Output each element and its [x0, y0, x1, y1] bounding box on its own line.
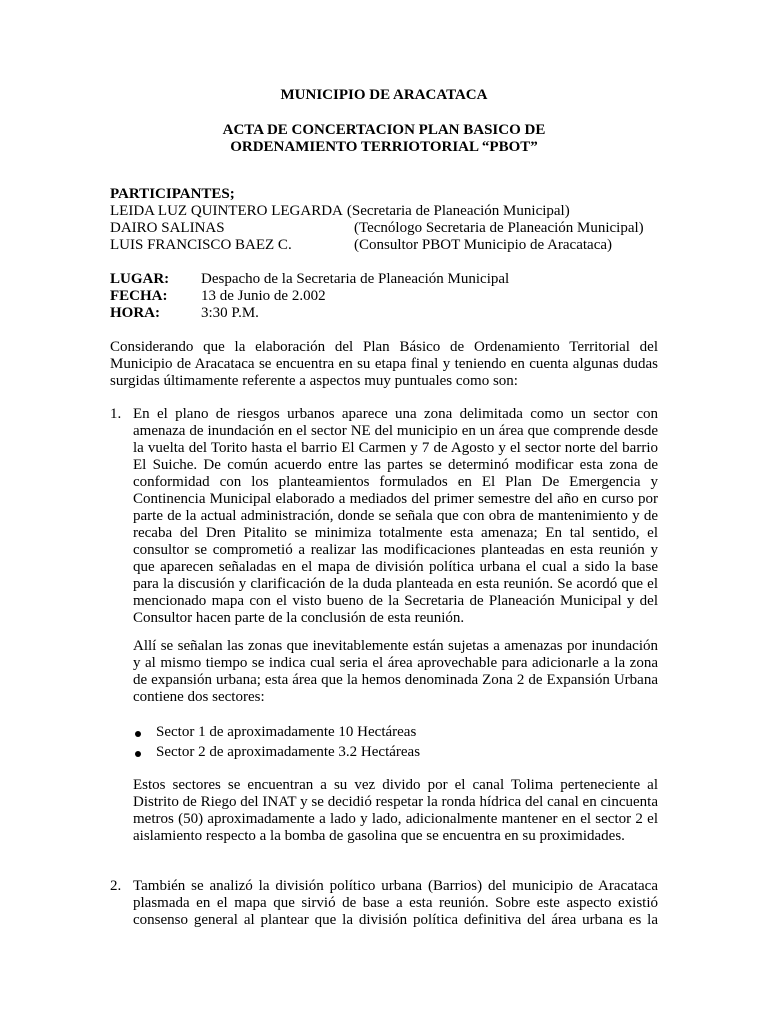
participants-heading: PARTICIPANTES;	[110, 186, 235, 202]
participant-name: LUIS FRANCISCO BAEZ C.	[110, 237, 292, 253]
list-item-number: 1.	[110, 406, 122, 422]
bullet-text: Sector 2 de aproximadamente 3.2 Hectáreas	[156, 744, 421, 760]
hora-row	[110, 305, 658, 322]
document-title: MUNICIPIO DE ARACATACA	[280, 87, 488, 103]
item-2-paragraph-1-wrap	[133, 878, 658, 929]
participant-role: (Secretaria de Planeación Municipal)	[346, 203, 570, 219]
intro-paragraph: Considerando que la elaboración del Plan Básico de Ordenamiento Territorial del Municipio de Aracataca se encuentra en su etapa final y teniendo en cuenta algunas dudas surgidas últimamente referente a aspectos muy puntuales como son:	[110, 339, 658, 389]
participant-role: (Tecnólogo Secretaria de Planeación Municipal)	[354, 220, 644, 236]
item-1-paragraph-3-wrap	[133, 777, 658, 845]
item-1-paragraph-2-wrap	[133, 638, 658, 706]
lugar-row	[110, 271, 658, 288]
lugar-value: Despacho de la Secretaria de Planeación Municipal	[201, 271, 510, 287]
document-subtitle-line-2: ORDENAMIENTO TERRIOTORIAL “PBOT”	[230, 139, 538, 155]
participants-section	[110, 186, 658, 254]
item-1-paragraph-3: Estos sectores se encuentran a su vez divido por el canal Tolima perteneciente al Distrito de Riego del INAT y se decidió respetar la ronda hídrica del canal en cincuenta metros (50) aproximadamente a lado y lado, adicionalmente mantener en el sector 2 el aislamiento respecto a la bomba de gasolina que se encuentra en su proximidades.	[133, 777, 658, 844]
list-item-number: 2.	[110, 878, 122, 894]
item-1-paragraph-1: En el plano de riesgos urbanos aparece una zona delimitada como un sector con amenaza de inundación en el sector NE del municipio en un área que comprende desde la vuelta del Torito hasta el barrio El Carmen y 7 de Agosto y el sector norte del barrio El Suiche. De común acuerdo entre las partes se determinó modificar esta zona de conformidad con los planteamientos formulados en El Plan De Emergencia y Continencia Municipal elaborado a mediados del primer semestre del año en curso por parte de la actual administración, donde se señala que con obra de mantenimiento y de recaba del Dren Pitalito se minimiza totalmente esta amenaza; En tal sentido, el consultor se comprometió a realizar las modificaciones planteadas en esta reunión y que aparecen señaladas en el mapa de división política urbana el cual a sido la base para la discusión y clarificación de la duda planteada en esta reunión. Se acordó que el mencionado mapa con el visto bueno de la Secretaria de Planeación Municipal y del Consultor hacen parte de la conclusión de esta reunión.	[133, 406, 658, 626]
fecha-row	[110, 288, 658, 305]
fecha-label: FECHA:	[110, 288, 168, 304]
bullet-item	[133, 744, 658, 764]
participant-row	[110, 203, 658, 220]
hora-label: HORA:	[110, 305, 160, 321]
item-1-paragraph-1-wrap	[133, 406, 658, 627]
item-2-paragraph-1: También se analizó la división político urbana (Barrios) del municipio de Aracataca plasmada en el mapa que sirvió de base a esta reunión. Sobre este aspecto existió consenso general al plantear que la división política definitiva del área urbana es la	[133, 878, 658, 928]
participant-row	[110, 220, 658, 237]
item-1-paragraph-2: Allí se señalan las zonas que inevitablemente están sujetas a amenazas por inundación y al mismo tiempo se indica cual seria el área aprovechable para adicionarle a la zona de expansión urbana; esta área que la hemos denominada Zona 2 de Expansión Urbana contiene dos sectores:	[133, 638, 658, 705]
bullet-text: Sector 1 de aproximadamente 10 Hectáreas	[156, 724, 417, 740]
participant-role: (Consultor PBOT Municipio de Aracataca)	[354, 237, 613, 253]
participant-name: LEIDA LUZ QUINTERO LEGARDA	[110, 203, 343, 219]
bullet-item	[133, 724, 658, 744]
hora-value: 3:30 P.M.	[201, 305, 259, 321]
intro-section	[110, 339, 658, 390]
bullet-dot-icon	[135, 731, 141, 737]
bullet-list	[133, 724, 658, 764]
meeting-details	[110, 271, 658, 322]
participant-row	[110, 237, 658, 254]
bullet-dot-icon	[135, 751, 141, 757]
lugar-label: LUGAR:	[110, 271, 170, 287]
participant-name: DAIRO SALINAS	[110, 220, 225, 236]
document-subtitle-line-1: ACTA DE CONCERTACION PLAN BASICO DE	[222, 122, 546, 138]
fecha-value: 13 de Junio de 2.002	[201, 288, 326, 304]
